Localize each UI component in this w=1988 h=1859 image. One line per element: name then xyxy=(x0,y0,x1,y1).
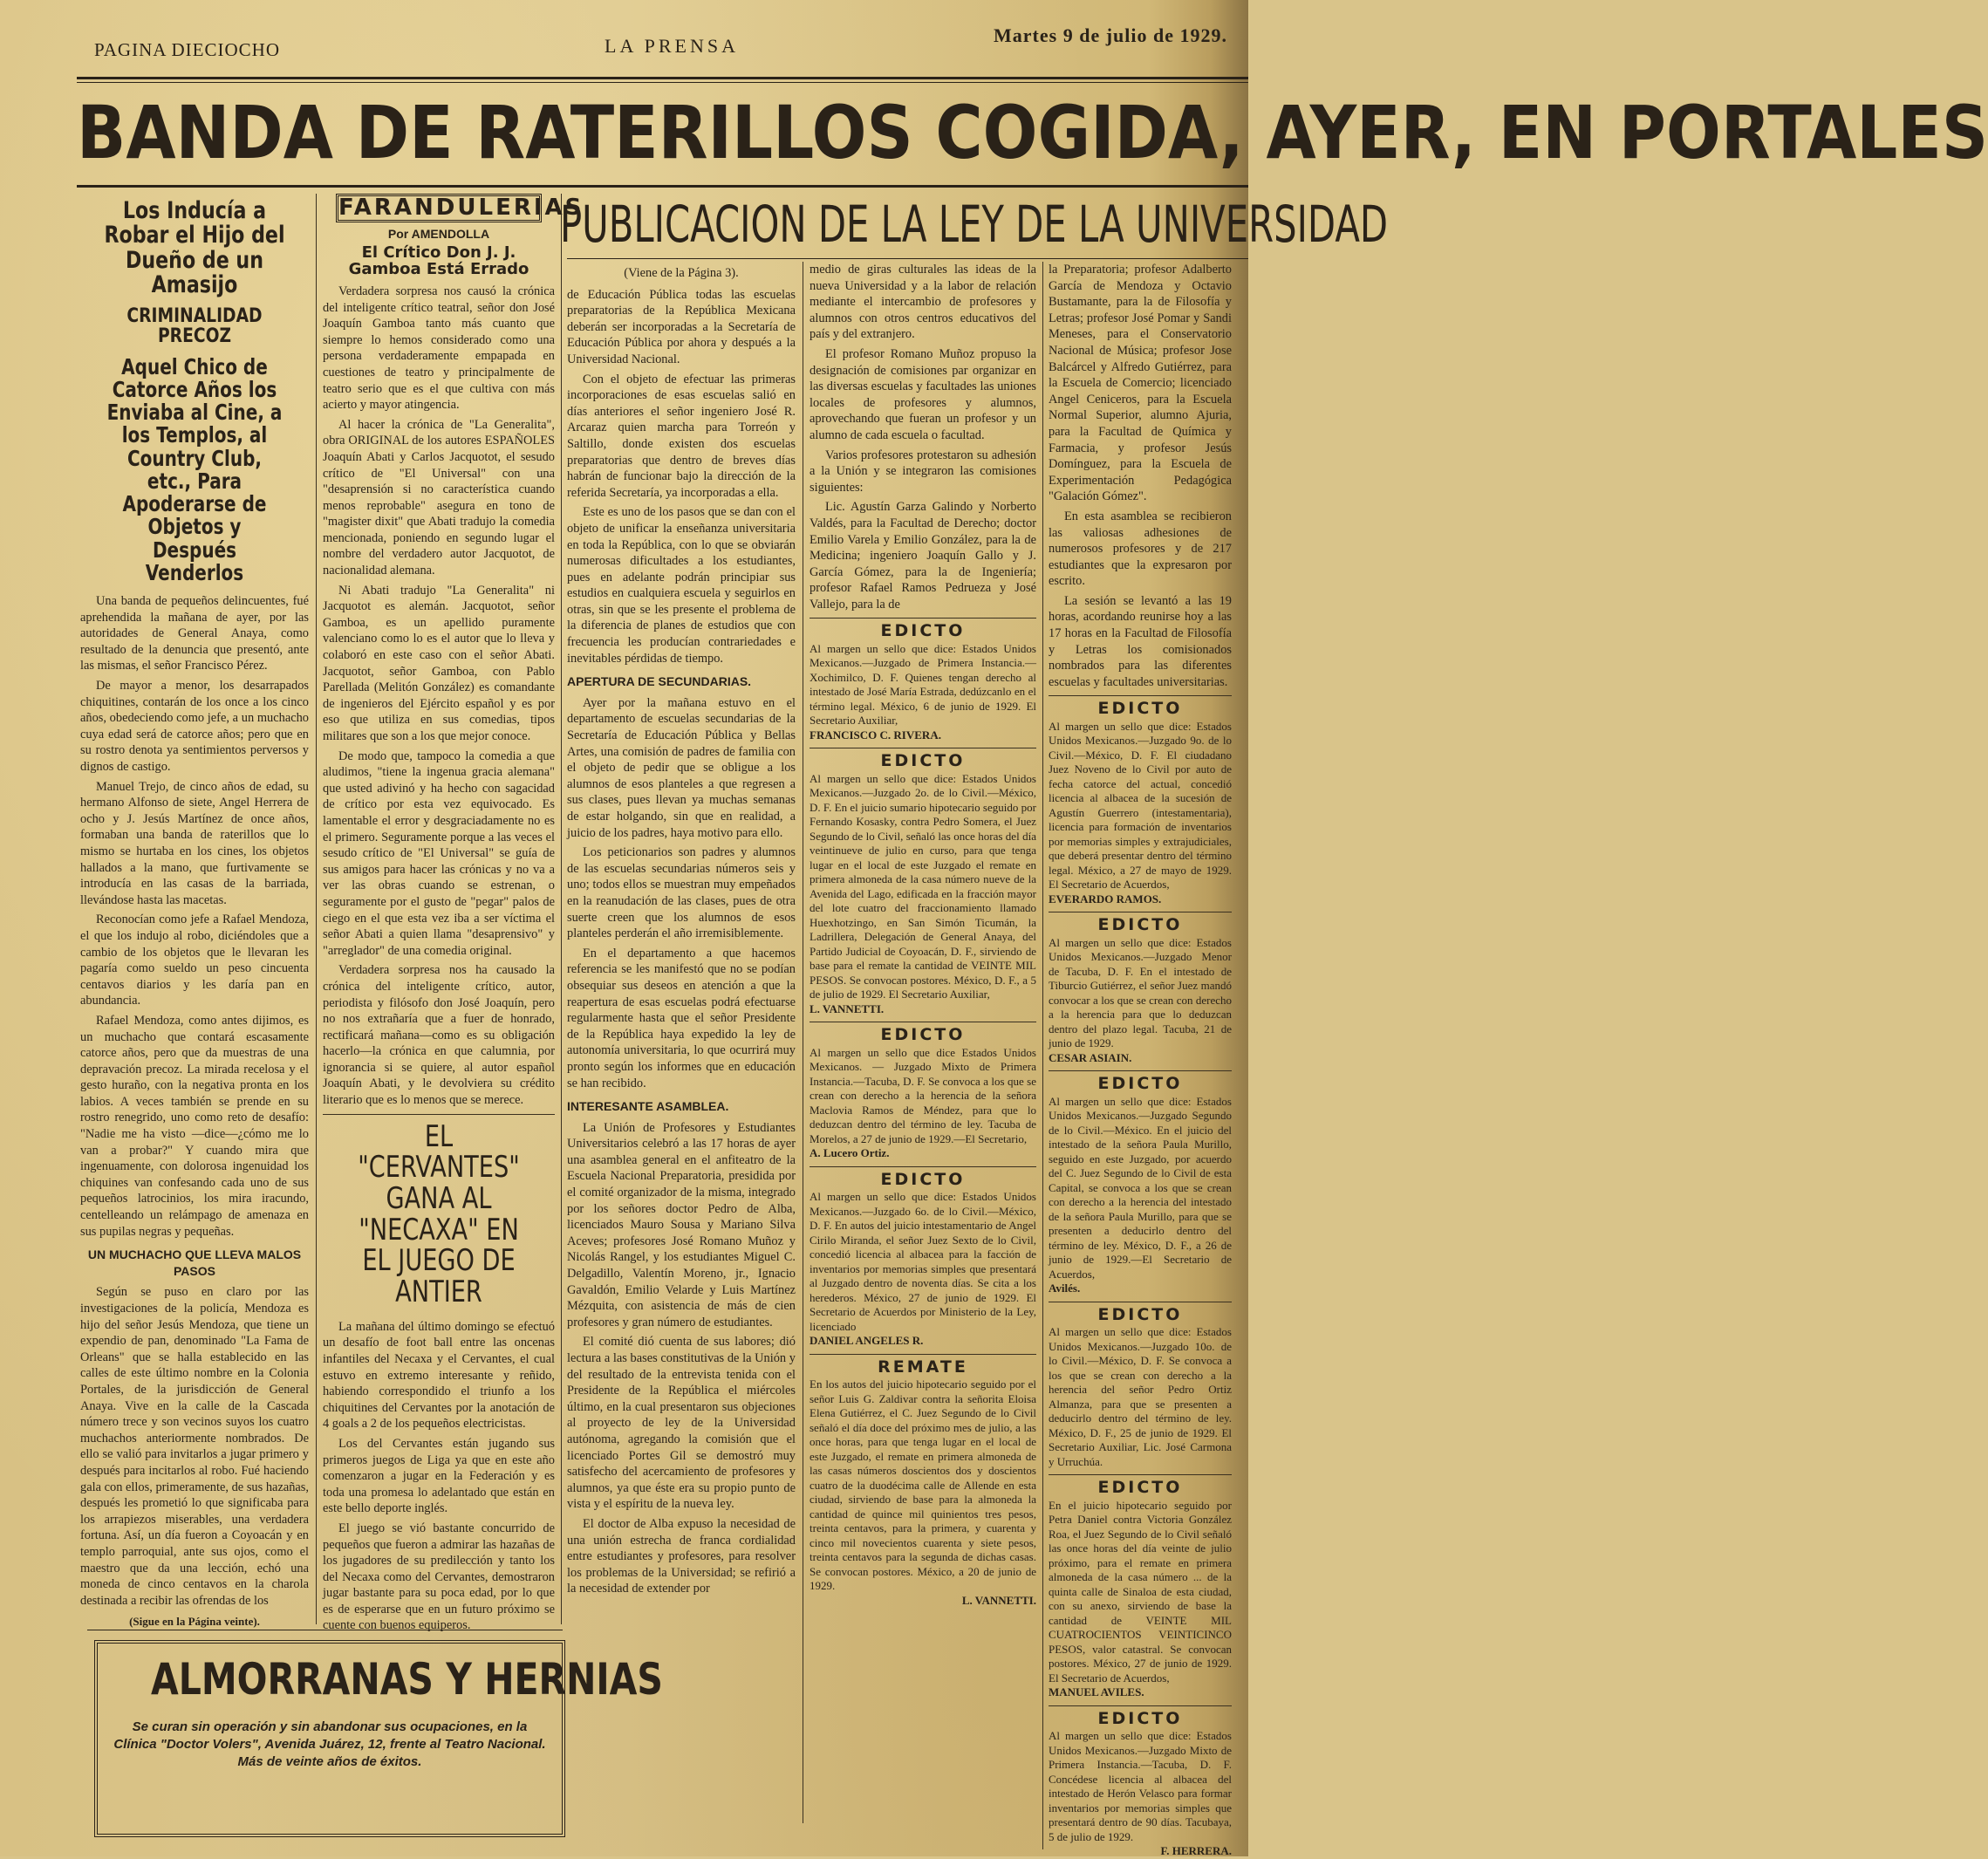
section-rule xyxy=(1049,695,1232,696)
universidad-headline: PUBLICACION DE LA LEY DE LA UNIVERSIDAD xyxy=(560,195,1389,254)
edicto-text: Al margen un sello que dice Estados Unidos Mexicanos. — Juzgado Mixto de Primera Instancia.—Tacuba, D. F. Se convoca a los que se crean con derecho a la herencia de la señora Maclovia Ramos de Méndez, para que lo deduzcan dentro del término de ley. Tacuba de Morelos, a 27 de junio de 1929.—El Secretario, xyxy=(810,1045,1036,1145)
remate-title: REMATE xyxy=(878,1357,968,1377)
edicto-signature: F. HERRERA. xyxy=(1160,1844,1232,1858)
edicto-title: EDICTO xyxy=(880,751,966,771)
edicto-title: EDICTO xyxy=(880,1025,966,1045)
cervantes-title: EL "CERVANTES" GANA AL "NECAXA" EN EL JUEGO DE ANTIER xyxy=(358,1118,520,1310)
cervantes-para: Los del Cervantes están jugando sus primeros juegos de Liga ya que en este año comenzaron a jugar en la Federación y es toda una promesa lo adelantado que están en este bello deporte inglés. xyxy=(323,1436,555,1516)
universidad-para: de Educación Pública todas las escuelas preparatorias de la República Mexicana deberán ser incorporadas a la Secretaría de Educación Pública por ahora y después a la Universidad Nacional. xyxy=(567,287,796,366)
universidad-para: En esta asamblea se recibieron las valiosas adhesiones de numerosos profesores y de 217 estudiantes que la expresaron por escrito. xyxy=(1049,509,1232,589)
column-divider xyxy=(1042,262,1043,1849)
edicto-text: Al margen un sello que dice: Estados Unidos Mexicanos.—Juzgado 10o. de lo Civil.—México, D. F. Se convoca a los que se crean con derecho a la herencia del señor Pedro Ortiz Almanza, para que se presenten a deducirlo dentro del término de ley. México, D. F., 25 de junio de 1929. El Secretario Auxiliar, Lic. José Carmona y Urruchúa. xyxy=(1049,1325,1232,1468)
remate-text: En los autos del juicio hipotecario seguido por el señor Luis G. Zaldivar contra la señorita Eloisa Elena Gutiérrez, el C. Juez Segundo de lo Civil señaló el día doce del próximo mes de julio, a las once horas, para que tenga lugar en el local de este Juzgado, el remate en primera almoneda de las casas números doscientos dos y doscientos cuatro de la duodécima calle de Allende en esta ciudad, sirviendo de base para la almoneda la cantidad de quince mil quinientos tres pesos, treinta centavos, para la primera, y cuarenta y cinco mil novecientos cuarenta y siete pesos, treinta centavos para la segunda de dichas casas. Se convocan postores. México, a 20 de junio de 1929. xyxy=(810,1377,1036,1593)
edicto-title: EDICTO xyxy=(880,1169,966,1189)
raterillos-para: Reconocían como jefe a Rafael Mendoza, el que los indujo al robo, diciéndoles que a cambio de los objetos que le llevaran les pagaría como sueldo un peso cincuenta centavos diarios y les daría pan en abundancia. xyxy=(80,912,309,1008)
folio-line xyxy=(94,24,1227,65)
edicto-text: Al margen un sello que dice: Estados Unidos Mexicanos.—Juzgado 6o. de lo Civil.—México, D. F. En autos del juicio intestamentario de Angel Cirilo Miranda, el señor Juez Sexto de lo Civil, concedió licencia al albacea para la facción de inventarios por memorias simples que presentará al Juzgado dentro de noventa días. Se cita a los herederos. México, 27 de junio de 1929. El Secretario de Acuerdos por Ministerio de la Ley, licenciado xyxy=(810,1190,1036,1333)
edicto-title: EDICTO xyxy=(1097,1708,1183,1728)
edicto-signature: MANUEL AVILES. xyxy=(1049,1685,1144,1699)
edicto-signature: FRANCISCO C. RIVERA. xyxy=(810,728,941,742)
edicto-text: En el juicio hipotecario seguido por Petra Daniel contra Victoria González Roa, el Juez Segundo de lo Civil señaló las once horas del día veinte de julio próximo, para el remate en primera almoneda de la casa número ... de la quinta calle de Sinaloa de esta ciudad, con su anexo, sirviendo de base la cantidad de VEINTE MIL CUATROCIENTOS VEINTICINCO PESOS, valor catastral. Se convocan postores. México, 27 de junio de 1929. El Secretario de Acuerdos, xyxy=(1049,1498,1232,1685)
edicto-signature: DANIEL ANGELES R. xyxy=(810,1334,924,1348)
edicto-notice xyxy=(810,1025,1036,1161)
raterillos-subhead: UN MUCHACHO QUE LLEVA MALOS PASOS xyxy=(87,1247,302,1278)
edicto-title: EDICTO xyxy=(880,621,966,641)
raterillos-para: Una banda de pequeños delincuentes, fué aprehendida la mañana de ayer, por las autoridades de General Anaya, como resultado de la denuncia que presentó, ante las mismas, el señor Francisco Pérez. xyxy=(80,594,309,673)
universidad-para: La sesión se levantó a las 19 horas, acordando reunirse hoy a las 17 horas en la Facultad de Filosofía y Letras los comisionados nombrados para las diferentes escuelas y facultades universitarias. xyxy=(1049,593,1232,689)
edicto-signature: A. Lucero Ortiz. xyxy=(810,1146,890,1160)
top-rule-thin xyxy=(77,82,1248,83)
newspaper-name: LA PRENSA xyxy=(605,35,739,57)
raterillos-deck-2: CRIMINALIDAD PRECOZ xyxy=(126,305,263,348)
raterillos-deck-1: Los Inducía a Robar el Hijo del Dueño de un Amasijo xyxy=(104,197,285,299)
edicto-text: Al margen un sello que dice: Estados Unidos Mexicanos.—Juzgado 9o. de lo Civil.—México, D. F. El ciudadano Juez Noveno de lo Civil por auto de fecha catorce del actual, concedió licencia al albacea de la sucesión de Agustín Guerrero (intestamentaria), licencia para formación de inventarios por memorias simples y extrajudiciales, que deberá presentar dentro del término legal. México, a 27 de mayo de 1929. El Secretario de Acuerdos, xyxy=(1049,719,1232,892)
universidad-column-3 xyxy=(1049,262,1232,1858)
farandulerias-para: De modo que, tampoco la comedia a que aludimos, "tiene la ingenua gracia alemana" que usted adivinó y ha hecho con sagacidad de crítico por esta vez equivocado. Es lamentable el error y desgraciadamente no es el primero. Seguramente porque a las veces el sesudo crítico de "El Universal" se guía de sus amigos para hacer las crónicas y no va a ver las obras cuando se estrenan, o seguramente por el gusto de "pegar" palos de ciego en el que esta vez iba a ser víctima el señor Abati a quien llama "desaprensivo" y "arreglador" de una comedia original. xyxy=(323,748,555,958)
universidad-para: Con el objeto de efectuar las primeras incorporaciones de esas escuelas salió en días anteriores el señor ingeniero José R. Arcaraz quien marcha para Torreón y Saltillo, donde existen dos escuelas preparatorias que dentro de breves días habrán de funcionar bajo la dirección de la referida Secretaría, ya incorporadas a ella. xyxy=(567,372,796,500)
edicto-text: Al margen un sello que dice: Estados Unidos Mexicanos.—Juzgado 2o. de lo Civil.—México, D. F. En el juicio sumario hipotecario seguido por Fernando Kosasky, contra Pedro Somera, el Juez Segundo de lo Civil, señaló las once horas del día veintinueve de julio en curso, para que tenga lugar en el local de este Juzgado el remate en primera almoneda de la casa número nueve de la Avenida del Lago, edificada en la fracción mayor del lote cuatro del fraccionamiento llamado Huexhotzingo, en San Simón Ticumán, la Ladrillera, Delegación de General Anaya, del Partido Judicial de Coyoacán, D. F., sirviendo de base para el remate la cantidad de VEINTE MIL PESOS. Se convocan postores. México, D. F., a 5 de julio de 1929. El Secretario Auxiliar, xyxy=(810,771,1036,1001)
edicto-notice xyxy=(1049,1076,1232,1296)
edicto-notice xyxy=(810,1169,1036,1349)
edicto-notice xyxy=(810,751,1036,1016)
farandulerias-article xyxy=(323,194,584,1633)
raterillos-para: Manuel Trejo, de cinco años de edad, su hermano Alfonso de siete, Angel Herrera de ocho y J. Jesús Martínez de once años, formaban una banda de raterillos que lo mismo se hurtaba en los cines, los objetos hallados a la mano, que furtivamente se introducía en las casas de la barriada, llevándose hasta las macetas. xyxy=(80,779,309,907)
universidad-column-1 xyxy=(567,265,796,1835)
farandulerias-box: FARANDULERIAS xyxy=(336,194,542,222)
edicto-notice xyxy=(810,621,1036,742)
farandulerias-para: Verdadera sorpresa nos causó la crónica del inteligente crítico teatral, señor don José Joaquín Gamboa tanto más cuanto que siempre lo hemos considerado como una persona verdaderamente empapada en cuestiones de teatro y principalmente de teatro serio que es el que cultiva con más acierto y mayor atingencia. xyxy=(323,284,555,413)
raterillos-article xyxy=(80,199,309,1630)
universidad-para: El doctor de Alba expuso la necesidad de una unión estrecha de franca cordialidad entre estudiantes y profesores, para resolver los problemas de la Universidad; se refirió a la necesidad de extender por xyxy=(567,1516,796,1596)
universidad-para: El profesor Romano Muñoz propuso la designación de comisiones par organizar en las diversas escuelas y facultades las uniones locales de profesores y alumnos, aprovechando que fueran un profesor y un alumno de cada escuela o facultad. xyxy=(810,346,1036,442)
universidad-para: La Unión de Profesores y Estudiantes Universitarios celebró a las 17 horas de ayer una asamblea general en el anfiteatro de la Escuela Nacional Preparatoria, presidida por el comité organizador de la misma, integrado por los señores doctor Pedro de Alba, licenciados Mauro Sousa y Mariano Silva Aceves; profesores José Romano Muñoz y Nicolás Rangel, y los estudiantes Miguel C. Delgadillo, Valentín Moreno, jr., Ignacio Gavaldón, Emilio Velarde y Luis Martínez Mézquita, con asistencia de más de cien profesores y gran número de estudiantes. xyxy=(567,1120,796,1329)
universidad-para: Varios profesores protestaron su adhesión a la Unión y se integraron las comisiones siguientes: xyxy=(810,448,1036,495)
edicto-signature: L. VANNETTI. xyxy=(810,1001,885,1015)
cervantes-para: La mañana del último domingo se efectuó un desafío de foot ball entre las oncenas infantiles del Necaxa y el Cervantes, el cual estuvo en extremo interesante y reñido, habiendo correspondido el triunfo a los chiquitines del Cervantes por la anotación de 4 goals a 2 de los pequeños electricistas. xyxy=(323,1319,555,1432)
edicto-notice xyxy=(1049,1304,1232,1470)
page-number: PAGINA DIECIOCHO xyxy=(94,39,280,60)
top-rule xyxy=(77,77,1248,79)
continued-note: (Sigue en la Página veinte). xyxy=(129,1615,260,1629)
universidad-para: la Preparatoria; profesor Adalberto García de Mendoza y Octavio Bustamante, para la de Filosofía y Letras; profesor José Pomar y Sandi Meneses, para el Conservatorio Nacional de Música; profesor Jose Balcárcel y Alfredo Gutiérrez, para la Escuela de Comercio; licenciado Angel Ceniceros, para la Escuela Normal Superior, alumno Ajuria, para la Facultad de Química y Farmacia, y profesor Jesús Domínguez, para la Escuela de Experimentación Pedagógica "Galación Gómez". xyxy=(1049,263,1232,504)
viene-note: (Viene de la Página 3). xyxy=(624,266,739,280)
edicto-notice xyxy=(1049,915,1232,1065)
remate-signature: L. VANNETTI. xyxy=(961,1593,1036,1607)
farandulerias-para: Ni Abati tradujo "La Generalita" ni Jacquotot es alemán. Jacquotot, señor Gamboa, es un apellido puramente valenciano como lo es el autor que lo lleva y colaboró en este caso con el señor Abati. Jacquotot, señor Gamboa, con Pablo Parellada (Melitón González) es comandante de ingenieros del Ejército español y es por eso que utiliza en sus comedias, tipos militares que son a los que mejor conoce. xyxy=(323,583,555,743)
edicto-text: Al margen un sello que dice: Estados Unidos Mexicanos.—Juzgado Segundo de lo Civil.—México. En el juicio del intestado de la señora Paula Murillo, seguido en este Juzgado, por acuerdo del C. Juez Segundo de lo Civil de esta Capital, se convoca a los que se crean con derecho a la herencia del intestado de la señora Paula Murillo, para que se presenten a deducirlo dentro del término de ley. México, D. F., a 26 de junio de 1929.—El Secretario de Acuerdos, xyxy=(1049,1094,1232,1281)
edicto-title: EDICTO xyxy=(1097,915,1183,935)
universidad-para: El comité dió cuenta de sus labores; dió lectura a las bases constitutivas de la Unión y del resultado de la entrevista tenida con el Presidente de la República el miércoles último, en la cual presentaron sus objeciones al proyecto de ley de la Universidad autónoma, agregando la comisión que el licenciado Portes Gil se demostró muy satisfecho del acercamiento de profesores y alumnos, ya que éste era su propio punto de vista y el espíritu de la nueva ley. xyxy=(567,1335,796,1512)
section-rule xyxy=(1049,1070,1232,1071)
edicto-notice xyxy=(1049,701,1232,906)
edicto-title: EDICTO xyxy=(1097,1074,1183,1094)
edicto-notice xyxy=(1049,1708,1232,1859)
section-rule xyxy=(323,1114,555,1115)
column-divider xyxy=(561,194,562,1624)
universidad-para: Los peticionarios son padres y alumnos de las escuelas secundarias números seis y uno; todos ellos se muestran muy empeñados en la reanudación de las clases, pues de otra suerte creen que los alumnos de esos planteles perderán el año irremisiblemente. xyxy=(567,845,796,941)
edicto-notice xyxy=(1049,1480,1232,1700)
edicto-text: Al margen un sello que dice: Estados Unidos Mexicanos.—Juzgado Mixto de Primera Instancia.—Tacuba, D. F. Concédese licencia al albacea del intestado de Herón Velasco para formar inventarios por memorias simples que presentará dentro de 90 días. Tacubaya, 5 de julio de 1929. xyxy=(1049,1729,1232,1843)
farandulerias-para: Al hacer la crónica de "La Generalita", obra ORIGINAL de los autores ESPAÑOLES Joaquín Abati y Carlos Jacquotot, el sesudo crítico de "El Universal" con una "desaprensión si no característica cuando menos reprobable" asegura en tono de "magister dixit" que Abati tradujo la comedia mencionada, poniendo en segundo lugar el nombre del verdadero autor Jacquotot, de nacionalidad alemana. xyxy=(323,417,555,578)
issue-date: Martes 9 de julio de 1929. xyxy=(994,24,1227,46)
section-rule xyxy=(810,1166,1036,1167)
raterillos-para: Rafael Mendoza, como antes dijimos, es un muchacho que contará escasamente catorce años, pero que da muestras de una depravación precoz. La mirada recelosa y el gesto huraño, con la negativa pronta en los labios. A veces también se prende en su rostro renegrido, uno como reto de desafío: "Nadie me ha visto —dice—¿cómo me lo van a probar?" Y cuando mira que ingenuamente, con dolorosa ingenuidad los chiquines van confesando cada uno de sus pequeños latrocinios, los mira iracundo, centelleando un relámpago de amenaza en sus pupilas negras y pequeñas. xyxy=(80,1013,309,1239)
secundarias-subhead: APERTURA DE SECUNDARIAS. xyxy=(567,674,752,689)
edicto-text: Al margen un sello que dice: Estados Unidos Mexicanos.—Juzgado Menor de Tacuba, D. F. En el intestado de Tiburcio Gutiérrez, el señor Juez mandó convocar a los que se crean con derecho a la herencia para que lo deduzcan dentro del plazo legal. Tacuba, 21 de junio de 1929. xyxy=(1049,935,1232,1050)
raterillos-para: Según se puso en claro por las investigaciones de la policía, Mendoza es hijo del señor Jesús Mendoza, que tiene un expendio de pan, denominado "La Fama de Orleans" que se halla establecido en las calles de este último nombre en la Colonia Portales, de la jurisdicción de General Anaya. Vive en la calle de la Cascada número trece y son vecinos suyos los cuatro muchachos anteriormente nombrados. De ello se valió para invitarlos a jugar primero y después para incitarlos al robo. Fué haciendo gala con ellos, primeramente, de sus hazañas, después les prometió lo que significaba para los arrapiezos miserables, una verdadera fortuna. Así, un día fueron a Coyoacán y en templo parroquial, ante sus ojos, como el maestro que da una lección, echó una moneda de cinco centavos en la charola destinada a recibir las ofrendas de los xyxy=(80,1285,309,1608)
raterillos-deck-3: Aquel Chico de Catorce Años los Enviaba al Cine, a los Templos, al Country Club, etc., Para Apoderarse de Objetos y Después Venderlos xyxy=(106,353,283,585)
edicto-text: Al margen un sello que dice: Estados Unidos Mexicanos.—Juzgado de Primera Instancia.—Xochimilco, D. F. Quienes tengan derecho al intestado de José María Estrada, dedúzcanlo en el término legal. México, 6 de junio de 1929. El Secretario Auxiliar, xyxy=(810,641,1036,728)
edicto-signature: EVERARDO RAMOS. xyxy=(1049,892,1162,906)
cervantes-para: El juego se vió bastante concurrido de pequeños que fueron a admirar las hazañas de los jugadores de su predilección y tanto los del Necaxa como del Cervantes, demostraron jugar bastante para su poca edad, por lo que es de esperarse que en un futuro próximo se cuente con buenos equiperos. xyxy=(323,1521,555,1633)
farandulerias-byline: Por AMENDOLLA xyxy=(387,226,490,241)
section-rule xyxy=(810,1354,1036,1355)
main-headline: BANDA DE RATERILLOS COGIDA, AYER, EN PORTALES xyxy=(77,90,1988,175)
universidad-rule xyxy=(567,258,1248,259)
remate-notice xyxy=(810,1357,1036,1609)
universidad-para: Ayer por la mañana estuvo en el departamento de escuelas secundarias de la Secretaría de Educación Pública y Bellas Artes, una comisión de padres de familia con el objeto de pedir que se obligue a los alumnos de esos planteles a que regresen a sus clases, pues llevan ya muchas semanas de estar holgando, sin que en realidad, a juicio de los padres, haya motivo para ello. xyxy=(567,695,796,840)
section-rule xyxy=(1049,1474,1232,1475)
ad-text: Se curan sin operación y sin abandonar sus ocupaciones, en la Clínica "Doctor Volers", Avenida Juárez, 12, frente al Teatro Nacional. Más de veinte años de éxitos. xyxy=(113,1719,546,1769)
universidad-para: Este es uno de los pasos que se dan con el objeto de unificar la enseñanza universitaria en toda la República, con lo que se obviarán numerosas dificultades a los estudiantes, pues en adelante podrán principiar sus estudios en cualquiera escuela y seguirlos en otras, sin que se les presente el problema de la diferencia de planes de estudios que con frecuencia les producían contrariedades e inevitables pérdidas de tiempo. xyxy=(567,505,796,666)
edicto-title: EDICTO xyxy=(1097,1304,1183,1324)
universidad-para: En el departamento a que hacemos referencia se les manifestó que no se podían obsequiar sus deseos en atención a que la reapertura de esas escuelas podrá efectuarse regularmente hasta que el señor Presidente de la República haya expedido la ley de autonomía universitaria, lo que ocurrirá muy pronto según los informes que en educación se han recibido. xyxy=(567,946,796,1090)
edicto-title: EDICTO xyxy=(1097,1478,1183,1498)
universidad-column-2 xyxy=(810,262,1036,1841)
section-rule xyxy=(1049,1705,1232,1706)
headline-rule xyxy=(77,185,1248,188)
raterillos-para: De mayor a menor, los desarrapados chiquitines, contarán de los once a los cinco años, obedeciendo como jefe, a un muchacho cuya edad será de catorce años; pero que en su rostro denota ya sentimientos perversos y dignos de castigo. xyxy=(80,679,309,774)
farandulerias-title: El Crítico Don J. J. Gamboa Está Errado xyxy=(348,243,529,279)
asamblea-subhead: INTERESANTE ASAMBLEA. xyxy=(567,1099,729,1114)
edicto-signature: CESAR ASIAIN. xyxy=(1049,1050,1132,1064)
edicto-title: EDICTO xyxy=(1097,699,1183,719)
almorranas-ad xyxy=(94,1640,663,1837)
edicto-signature: Avilés. xyxy=(1049,1281,1081,1295)
universidad-para: Lic. Agustín Garza Galindo y Norberto Valdés, para la Facultad de Derecho; doctor Emilio Varela y Emilio González, para la de Medicina; ingeniero Joaquín Gallo y J. García Gómez, para la de Ingeniería; profesor Rafael Ramos Pedrueza y José Vallejo, para la de xyxy=(810,500,1036,612)
farandulerias-para: Verdadera sorpresa nos ha causado la crónica del inteligente crítico, autor, periodista y filósofo don José Joaquín, pero no nos extrañaría que a fuer de honrado, rectificará mañana—como es su obligación hacerlo—la crónica en que calumnia, por ignorancia si se quiere, al autor español Joaquín Abati, y le devolviera su crédito literario que es lo menos que se merece. xyxy=(323,963,555,1108)
section-rule xyxy=(810,618,1036,619)
universidad-para: medio de giras culturales las ideas de la nueva Universidad y a la labor de relación mediante el intercambio de profesores y alumnos con otros centros educativos del país y del extranjero. xyxy=(810,263,1036,342)
column-divider xyxy=(316,194,317,1624)
ad-title: ALMORRANAS Y HERNIAS xyxy=(151,1654,663,1705)
